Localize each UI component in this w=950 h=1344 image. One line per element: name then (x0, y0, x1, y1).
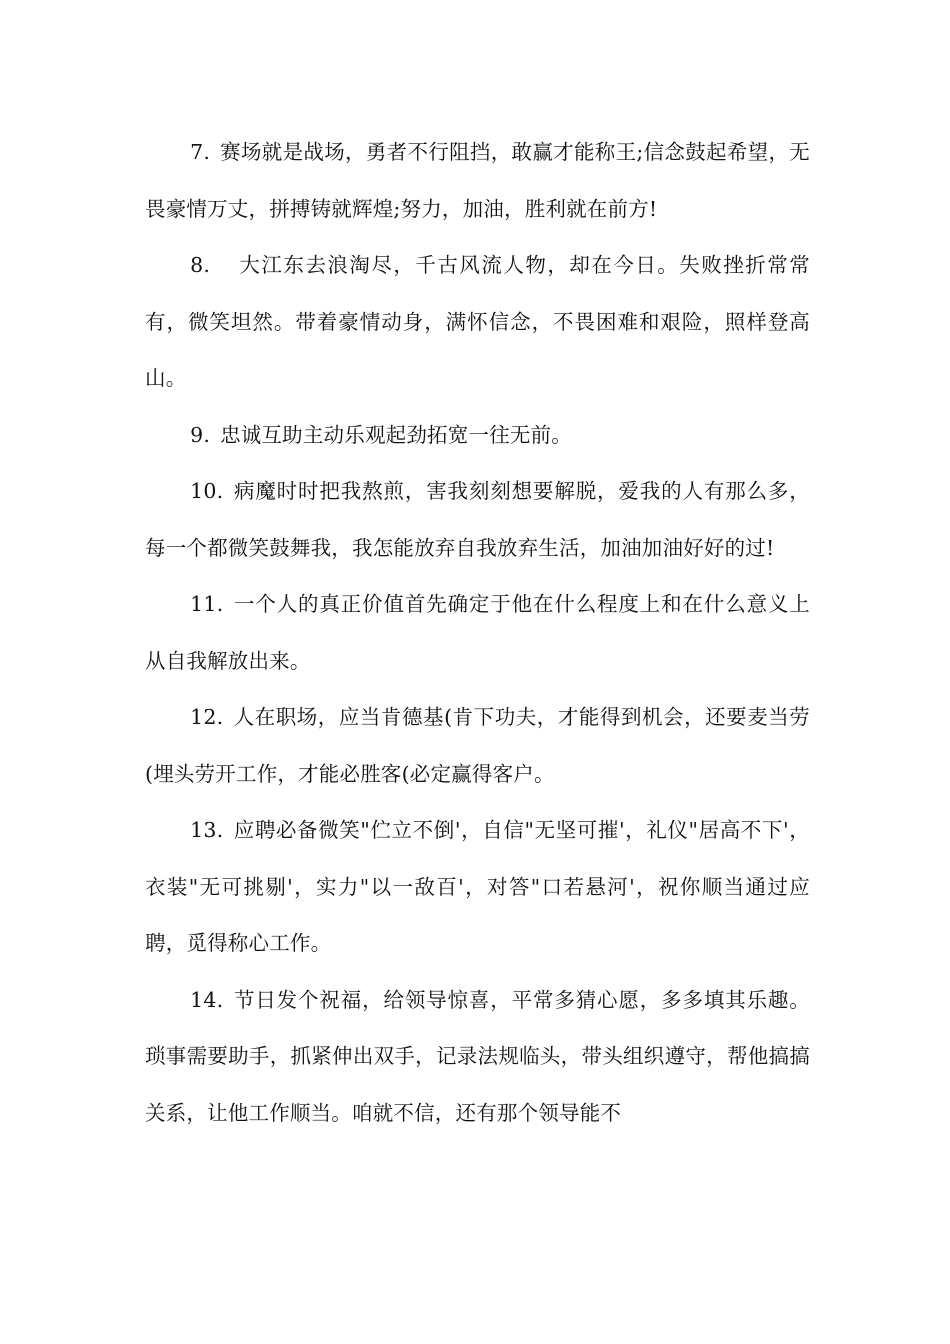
paragraph-11 (145, 576, 810, 689)
paragraph-text: 病魔时时把我熬煎，害我刻刻想要解脱，爱我的人有那么多，每一个都微笑鼓舞我，我怎能放弃自我放弃生活，加油加油好好的过! (145, 479, 810, 560)
paragraph-text: 大江东去浪淘尽，千古风流人物，却在今日。失败挫折常常有，微笑坦然。带着豪情动身，满怀信念，不畏困难和艰险，照样登高山。 (145, 253, 810, 390)
paragraph-13 (145, 802, 810, 972)
document-body (145, 124, 810, 1141)
paragraph-text: 忠诚互助主动乐观起劲拓宽一往无前。 (220, 422, 572, 447)
paragraph-number: 8. (190, 253, 211, 277)
paragraph-8 (145, 237, 810, 407)
paragraph-text: 一个人的真正价值首先确定于他在什么程度上和在什么意义上从自我解放出来。 (145, 592, 810, 673)
paragraph-number: 10. (190, 479, 224, 503)
paragraph-number: 13. (190, 818, 224, 842)
paragraph-number: 14. (190, 987, 224, 1012)
paragraph-7 (145, 124, 810, 237)
paragraph-text: 人在职场，应当肯德基(肯下功夫，才能得到机会，还要麦当劳(埋头劳开工作，才能必胜客(必定赢得客户。 (145, 705, 810, 786)
paragraph-12 (145, 689, 810, 802)
paragraph-text: 赛场就是战场，勇者不行阻挡，敢赢才能称王;信念鼓起希望，无畏豪情万丈，拼搏铸就辉煌;努力，加油，胜利就在前方! (145, 140, 810, 221)
paragraph-9 (145, 407, 810, 464)
paragraph-number: 9. (190, 422, 211, 447)
paragraph-14 (145, 972, 810, 1142)
paragraph-text: 节日发个祝福，给领导惊喜，平常多猜心愿，多多填其乐趣。琐事需要助手，抓紧伸出双手，记录法规临头，带头组织遵守，帮他搞搞关系，让他工作顺当。咱就不信，还有那个领导能不 (145, 987, 810, 1125)
paragraph-number: 7. (190, 140, 211, 164)
paragraph-10 (145, 463, 810, 576)
paragraph-number: 12. (190, 705, 224, 729)
paragraph-text: 应聘必备微笑"伫立不倒'，自信"无坚可摧'，礼仪"居高不下'，衣装"无可挑剔'，实力"以一敌百'，对答"口若悬河'，祝你顺当通过应聘，觅得称心工作。 (145, 818, 810, 955)
paragraph-number: 11. (190, 592, 224, 616)
